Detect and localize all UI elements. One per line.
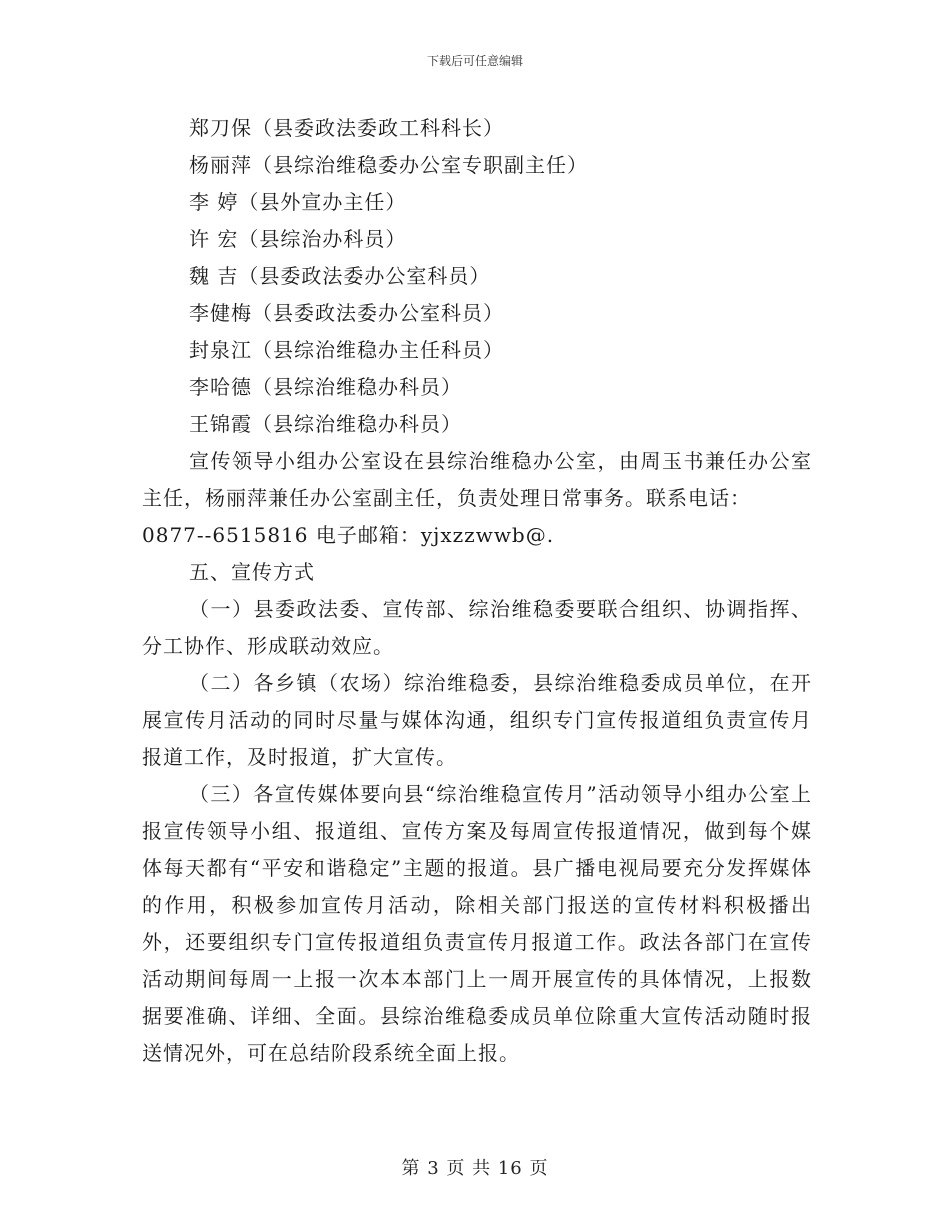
roster-item: 封泉江（县综治维稳办主任科员） [189,338,504,362]
office-paragraph: 宣传领导小组办公室设在县综治维稳办公室，由周玉书兼任办公室主任，杨丽萍兼任办公室副主任，负责处理日常事务。联系电话： [142,449,812,510]
section-heading: 五、宣传方式 [189,560,315,584]
contact-line: 0877--6515816 电子邮箱：yjxzzwwb@. [142,523,555,547]
roster-item: 李 婷（县外宣办主任） [189,190,407,214]
roster-item: 李健梅（县委政法委办公室科员） [189,301,504,325]
roster-item: 魏 吉（县委政法委办公室科员） [189,264,491,288]
paragraph-2: （二）各乡镇（农场）综治维稳委，县综治维稳委成员单位，在开展宣传月活动的同时尽量与媒体沟通，组织专门宣传报道组负责宣传月报道工作，及时报道，扩大宣传。 [142,671,812,769]
roster-item: 李哈德（县综治维稳办科员） [189,375,462,399]
document-body [142,110,812,1072]
roster-item: 杨丽萍（县综治维稳委办公室专职副主任） [189,153,588,177]
paragraph-1: （一）县委政法委、宣传部、综治维稳委要联合组织、协调指挥、分工协作、形成联动效应。 [142,597,812,658]
paragraph-3: （三）各宣传媒体要向县“综治维稳宣传月”活动领导小组办公室上报宣传领导小组、报道组、宣传方案及每周宣传报道情况，做到每个媒体每天都有“平安和谐稳定”主题的报道。县广播电视局要充分发挥媒体的作用，积极参加宣传月活动，除相关部门报送的宣传材料积极播出外，还要组织专门宣传报道组负责宣传月报道工作。政法各部门在宣传活动期间每周一上报一次本本部门上一周开展宣传的具体情况，上报数据要准确、详细、全面。县综治维稳委成员单位除重大宣传活动随时报送情况外，可在总结阶段系统全面上报。 [142,782,812,1065]
roster-item: 王锦霞（县综治维稳办科员） [189,412,462,436]
roster-item: 许 宏（县综治办科员） [189,227,407,251]
roster-item: 郑刀保（县委政法委政工科科长） [189,116,504,140]
header-note: 下载后可任意编辑 [426,54,523,68]
page-number: 第 3 页 共 16 页 [401,1158,549,1179]
